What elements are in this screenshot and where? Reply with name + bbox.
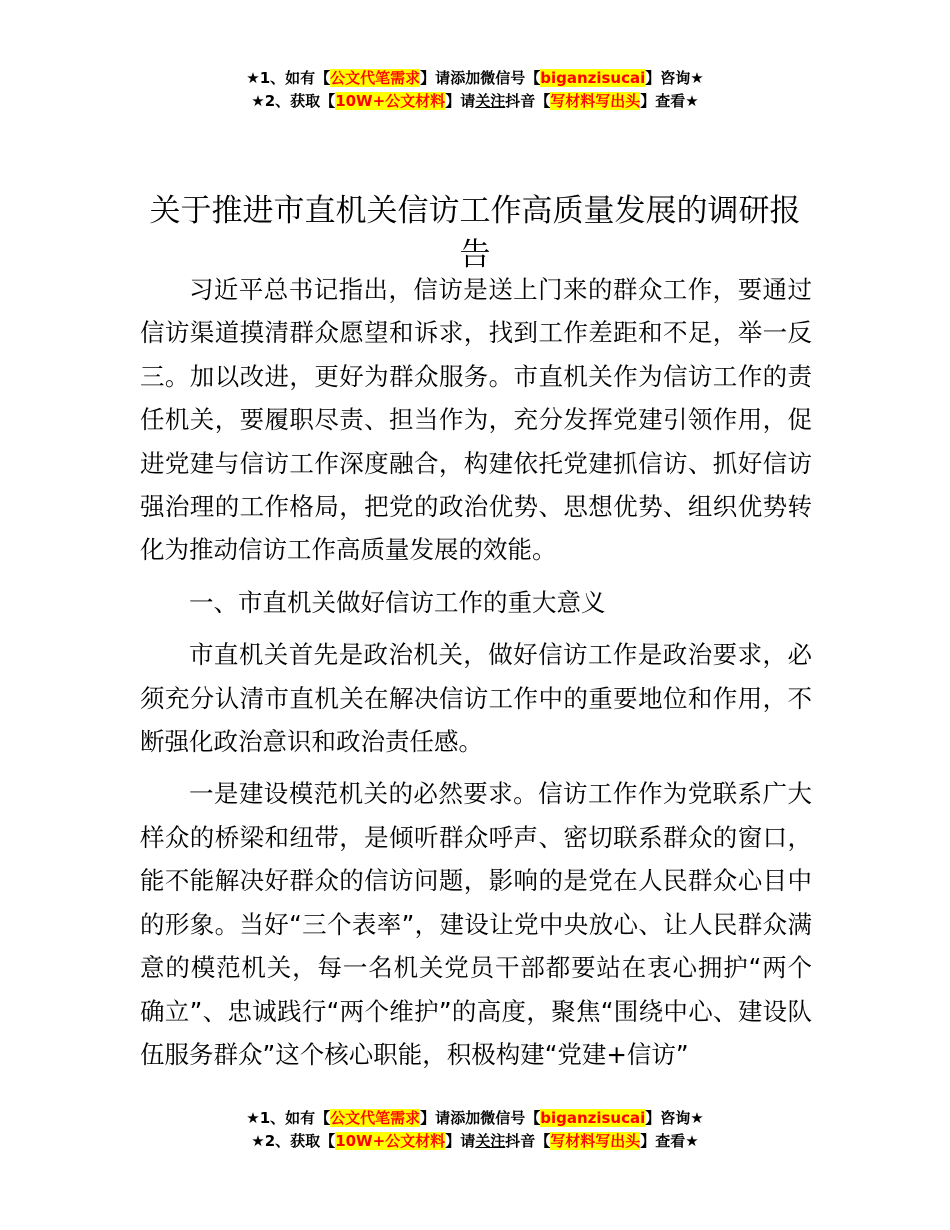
banner-text: 】请 (420, 1109, 451, 1127)
document-body (140, 268, 812, 1085)
paragraph-intro: 习近平总书记指出，信访是送上门来的群众工作，要通过信访渠道摸清群众愿望和诉求，找到工作差距和不足，举一反三。加以改进，更好为群众服务。市直机关作为信访工作的责任机关，要履职尽责、担当作为，充分发挥党建引领作用，促进党建与信访工作深度融合，构建依托党建抓信访、抓好信访强治理的工作格局，把党的政治优势、思想优势、组织优势转化为推动信访工作高质量发展的效能。 (140, 275, 812, 565)
banner-text: 】查看★ (640, 1132, 699, 1150)
footer-banner-line-2 (0, 1130, 950, 1153)
header-banner-line-1 (0, 67, 950, 90)
banner-text: 】咨询★ (645, 69, 704, 87)
footer-banner (0, 1107, 950, 1153)
banner-text: 】咨询★ (645, 1109, 704, 1127)
banner-text: 抖音【 (505, 92, 551, 110)
banner-text: 】请 (445, 92, 476, 110)
banner-emphasis: 关注 (475, 92, 506, 110)
banner-text: 微信号【 (480, 69, 541, 87)
banner-emphasis: 添加 (450, 69, 481, 87)
banner-highlight: 写材料写出头 (550, 92, 641, 110)
footer-banner-line-1 (0, 1107, 950, 1130)
banner-highlight: 10W+公文材料 (335, 1132, 446, 1150)
paragraph-point-one: 一是建设模范机关的必然要求。信访工作作为党联系广大样众的桥梁和纽带，是倾听群众呼声、密切联系群众的窗口，能不能解决好群众的信访问题，影响的是党在人民群众心目中的形象。当好“三个表率”，建设让党中央放心、让人民群众满意的模范机关，每一名机关党员干部都要站在衷心拥护“两个确立”、忠诚践行“两个维护”的高度，聚焦“围绕中心、建设队伍服务群众”这个核心职能，积极构建“党建+信访” (140, 779, 812, 1069)
banner-highlight: biganzisucai (540, 1109, 646, 1127)
header-banner (0, 67, 950, 113)
banner-text: 微信号【 (480, 1109, 541, 1127)
banner-highlight: biganzisucai (540, 69, 646, 87)
banner-text: 】查看★ (640, 92, 699, 110)
banner-highlight: 公文代笔需求 (330, 69, 421, 87)
banner-highlight: 公文代笔需求 (330, 1109, 421, 1127)
banner-text: 抖音【 (505, 1132, 551, 1150)
banner-emphasis: 添加 (450, 1109, 481, 1127)
banner-highlight: 写材料写出头 (550, 1132, 641, 1150)
banner-text: ★2、获取【 (251, 92, 336, 110)
banner-highlight: 10W+公文材料 (335, 92, 446, 110)
banner-text: 】请 (420, 69, 451, 87)
banner-text: 】请 (445, 1132, 476, 1150)
banner-text: ★1、如有【 (246, 69, 331, 87)
banner-text: ★1、如有【 (246, 1109, 331, 1127)
paragraph-section-intro: 市直机关首先是政治机关，做好信访工作是政治要求，必须充分认清市直机关在解决信访工作中的重要地位和作用，不断强化政治意识和政治责任感。 (140, 640, 812, 757)
header-banner-line-2 (0, 90, 950, 113)
document-title: 关于推进市直机关信访工作高质量发展的调研报告 (149, 192, 801, 273)
banner-emphasis: 关注 (475, 1132, 506, 1150)
banner-text: ★2、获取【 (251, 1132, 336, 1150)
section-heading: 一、市直机关做好信访工作的重大意义 (189, 587, 606, 617)
